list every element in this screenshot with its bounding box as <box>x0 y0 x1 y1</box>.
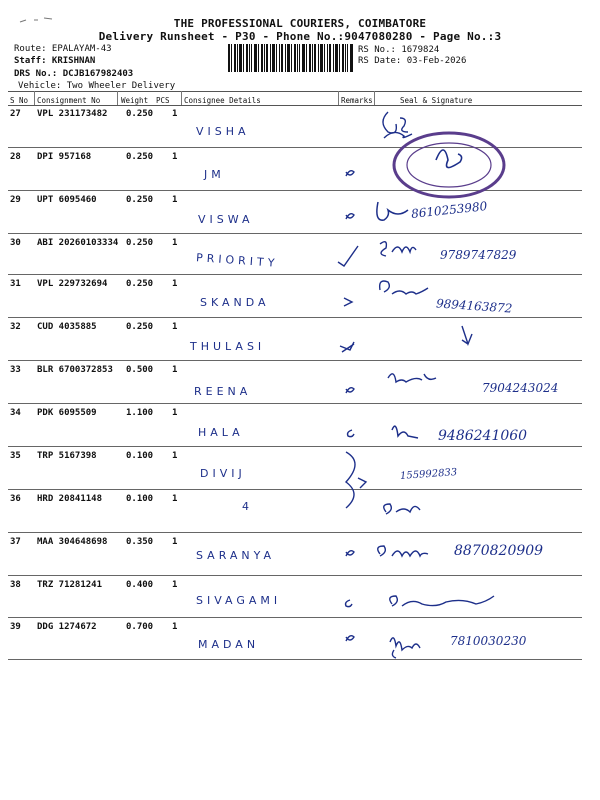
consignee-phone: 8870820909 <box>454 543 544 559</box>
consignee-name: MADAN <box>198 638 260 651</box>
route-label: Route: EPALAYAM-43 <box>14 44 112 54</box>
row-sno: 36 <box>10 494 21 504</box>
col-remarks: Remarks <box>341 96 373 105</box>
consignee-phone: 8610253980 <box>410 199 488 221</box>
rs-date: RS Date: 03-Feb-2026 <box>358 56 467 66</box>
bracket-mark <box>346 452 366 508</box>
row-consignment: TRZ 71281241 <box>37 580 103 590</box>
consignee-phone: 9894163872 <box>435 296 513 316</box>
consignee-name: DIVIJ <box>200 467 246 480</box>
consignee-phone: 9789747829 <box>440 248 517 262</box>
drs-number: DRS No.: DCJB167982403 <box>14 69 134 79</box>
row-sno: 28 <box>10 152 21 162</box>
row-pcs: 1 <box>172 408 178 418</box>
consignee-name: SARANYA <box>196 549 276 562</box>
signature-r29 <box>377 202 408 220</box>
row-sno: 35 <box>10 451 21 461</box>
row-pcs: 1 <box>172 580 178 590</box>
signature-r27 <box>383 112 412 138</box>
remark-ticks <box>338 171 366 641</box>
row-consignment: TRP 5167398 <box>37 451 97 461</box>
row-sno: 33 <box>10 365 21 375</box>
signature-r39 <box>390 638 420 658</box>
company-title: THE PROFESSIONAL COURIERS, COIMBATORE <box>173 17 427 30</box>
row-consignment: MAA 304648698 <box>37 537 108 547</box>
consignee-name: REENA <box>194 385 252 398</box>
row-weight: 1.100 <box>126 408 154 418</box>
signature-r34 <box>392 426 418 438</box>
row-weight: 0.350 <box>126 537 154 547</box>
consignee-phone: 155992833 <box>399 467 458 482</box>
row-consignment: BLR 6700372853 <box>37 365 113 375</box>
consignee-name: SIVAGAMI <box>196 594 282 607</box>
row-pcs: 1 <box>172 238 178 248</box>
row-consignment: VPL 231173482 <box>37 109 108 119</box>
tick-mark <box>338 246 358 266</box>
row-weight: 0.250 <box>126 279 154 289</box>
staff-label: Staff: KRISHNAN <box>14 56 96 66</box>
row-consignment: HRD 20841148 <box>37 494 103 504</box>
col-pcs: PCS <box>156 96 170 105</box>
consignee-name: VISWA <box>198 213 254 226</box>
row-sno: 32 <box>10 322 21 332</box>
row-pcs: 1 <box>172 152 178 162</box>
col-sno: S No <box>10 96 29 105</box>
tick-mark <box>346 171 354 176</box>
col-consignee: Consignee Details <box>184 96 261 105</box>
tick-mark <box>346 551 354 556</box>
tick-mark <box>346 214 354 219</box>
row-sno: 34 <box>10 408 21 418</box>
signature-r36 <box>384 504 420 514</box>
row-consignment: CUD 4035885 <box>37 322 97 332</box>
row-pcs: 1 <box>172 451 178 461</box>
row-consignment: ABI 20260103334 <box>37 238 119 248</box>
scribble-marks <box>20 18 52 22</box>
consignee-name: JM <box>204 168 225 181</box>
consignee-phone: 9486241060 <box>438 428 528 444</box>
signature-r38 <box>390 596 494 606</box>
tick-mark <box>346 388 354 393</box>
row-consignment: PDK 6095509 <box>37 408 97 418</box>
signature-r30 <box>380 242 416 256</box>
consignee-name: SKANDA <box>200 296 270 309</box>
row-weight: 0.700 <box>126 622 154 632</box>
row-pcs: 1 <box>172 195 178 205</box>
row-sno: 37 <box>10 537 21 547</box>
row-weight: 0.250 <box>126 152 154 162</box>
signature-r37 <box>378 546 428 556</box>
consignee-name: HALA <box>198 426 244 439</box>
vehicle-label: Vehicle: Two Wheeler Delivery <box>18 81 176 91</box>
consignee-name: PRIORITY <box>195 251 279 270</box>
row-weight: 0.100 <box>126 451 154 461</box>
row-weight: 0.500 <box>126 365 154 375</box>
row-sno: 39 <box>10 622 21 632</box>
signature-r31 <box>380 281 428 294</box>
row-consignment: UPT 6095460 <box>37 195 97 205</box>
row-weight: 0.250 <box>126 322 154 332</box>
consignee-name: 4 <box>242 500 253 513</box>
row-pcs: 1 <box>172 322 178 332</box>
row-consignment: VPL 229732694 <box>37 279 108 289</box>
runsheet-subtitle: Delivery Runsheet - P30 - Phone No.:9047080280 - Page No.:3 <box>98 30 502 43</box>
consignee-name: THULASI <box>190 340 266 353</box>
row-sno: 27 <box>10 109 21 119</box>
row-pcs: 1 <box>172 494 178 504</box>
row-pcs: 1 <box>172 109 178 119</box>
company-stamp <box>394 133 504 197</box>
row-sno: 30 <box>10 238 21 248</box>
tick-mark <box>340 342 354 352</box>
row-sno: 29 <box>10 195 21 205</box>
tick-mark <box>344 298 352 306</box>
row-weight: 0.400 <box>126 580 154 590</box>
row-pcs: 1 <box>172 622 178 632</box>
tick-mark <box>346 636 354 641</box>
row-weight: 0.100 <box>126 494 154 504</box>
rs-number: RS No.: 1679824 <box>358 45 440 55</box>
col-consignment: Consignment No <box>37 96 101 105</box>
row-pcs: 1 <box>172 279 178 289</box>
col-weight: Weight <box>121 96 149 105</box>
tick-mark <box>348 430 355 437</box>
row-consignment: DDG 1274672 <box>37 622 97 632</box>
row-pcs: 1 <box>172 365 178 375</box>
row-sno: 38 <box>10 580 21 590</box>
stamp-signature <box>436 150 462 168</box>
row-weight: 0.250 <box>126 238 154 248</box>
consignee-phone: 7904243024 <box>482 381 559 395</box>
col-seal: Seal & Signature <box>400 96 473 105</box>
consignee-phone: 7810030230 <box>450 634 527 648</box>
row-weight: 0.250 <box>126 109 154 119</box>
tick-mark <box>346 600 353 607</box>
signature-r33 <box>388 374 436 382</box>
consignee-name: VISHA <box>196 125 250 138</box>
arrow-mark <box>462 326 472 344</box>
row-weight: 0.250 <box>126 195 154 205</box>
row-pcs: 1 <box>172 537 178 547</box>
row-consignment: DPI 957168 <box>37 152 92 162</box>
row-sno: 31 <box>10 279 21 289</box>
